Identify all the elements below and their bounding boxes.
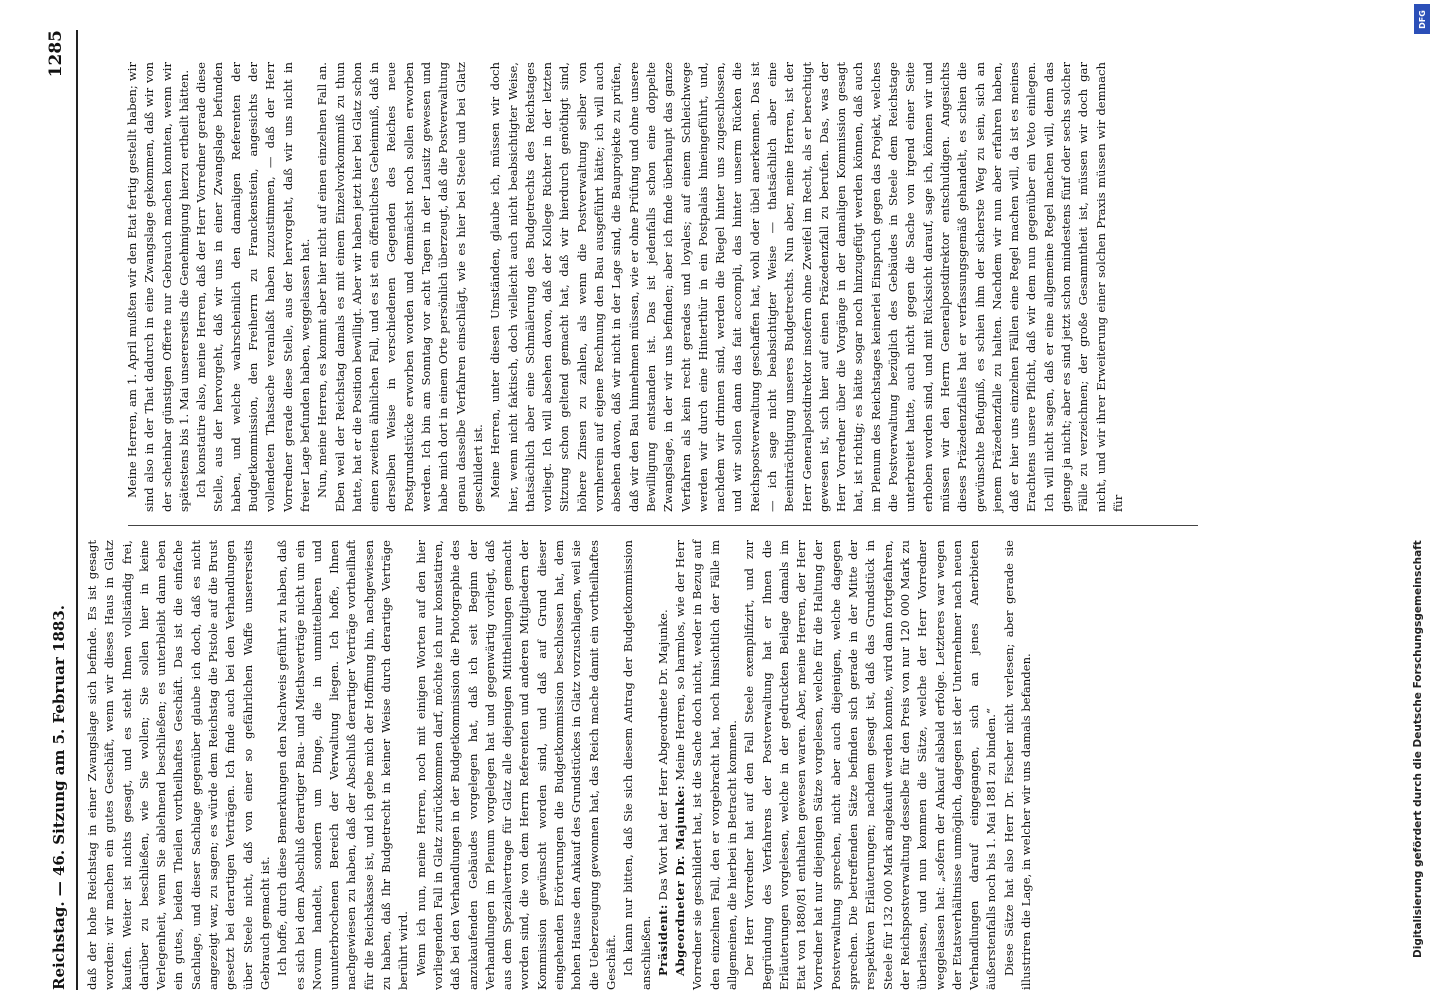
speaker-paragraph	[672, 540, 741, 990]
dfg-logo-text: DFG	[1417, 9, 1427, 29]
page-header	[40, 30, 76, 990]
left-column	[84, 540, 1035, 990]
speaker-paragraph	[655, 540, 672, 990]
header-rule	[76, 30, 78, 990]
speaker-text: Das Wort hat der Herr Abgeordnete Dr. Majunke.	[655, 609, 670, 901]
page-number: 1285	[46, 30, 66, 78]
speaker-text: Meine Herren, so harmlos, wie der Herr Vorredner sie geschildert hat, ist die Sache doch nicht, weder in Bezug auf den einzelnen Fall, den er vorgebracht hat, noch hinsichtlich der Fälle im allgemeinen, die hierbei in Betracht kommen.	[673, 540, 739, 990]
speaker-label: Präsident:	[655, 904, 670, 976]
paragraph: Nun, meine Herren, es kommt aber hier nicht auf einen einzelnen Fall an. Eben weil der Reichstag damals es mit einem Einzelvorkommniß zu thun hatte, hat er die Position bewilligt. Aber wir haben jetzt hier bei Glatz schon einen zweiten ähnlichen Fall, und es ist ein öffentliches Geheimniß, daß in derselben Weise in verschiedenen Gegenden des Reiches neue Postgrundstücke erworben worden und demnächst noch sollen erworben werden. Ich bin am Sonntag vor acht Tagen in der Lausitz gewesen und habe mich dort in einem Orte persönlich überzeugt, daß die Postverwaltung genau dasselbe Verfahren einschlägt, wie es hier bei Steele und bei Glatz geschildert ist.	[315, 62, 485, 512]
running-title: Reichstag. — 46. Sitzung am 5. Februar 1883.	[50, 605, 68, 990]
right-column	[124, 62, 1127, 512]
paragraph: daß der hohe Reichstag in einer Zwangslage sich befinde. Es ist gesagt worden: wir machen ein gutes Geschäft, wenn wir dieses Haus in Glatz kaufen. Weiter ist nichts gesagt, und es steht Ihnen vollständig frei, darüber zu beschließen, wie Sie wollen; Sie sollen hier in keine Verlegenheit, wenn Sie ablehnend beschließen; es unterbleibt dann eben ein gutes, beiden Theilen vortheilhaftes Geschäft. Das ist die einfache Sachlage, und dieser Sachlage gegenüber glaube ich doch, daß es nicht angezeigt war, zu sagen; es würde dem Reichstag die Pistole auf die Brust gesetzt bei derartigen Verträgen. Ich finde auch bei den Verhandlungen über Steele nicht, daß von einer so gefährlichen Waffe unsererseits Gebrauch gemacht ist.	[85, 540, 272, 990]
paragraph: Diese Sätze hat also Herr Dr. Fischer nicht verlesen; aber gerade sie illustriren die Lage, in welcher wir uns damals befanden.	[1001, 540, 1034, 990]
funding-note: Digitalisierung gefördert durch die Deutsche Forschungsgemeinschaft	[1412, 540, 1424, 958]
paragraph: Meine Herren, am 1. April mußten wir den Etat fertig gestellt haben; wir sind also in der That dadurch in eine Zwangslage gekommen, daß wir von der scheinbar günstigen Offerte nur Gebrauch machen konnten, wenn wir spätestens bis 1. Mai unsererseits die Genehmigung hierzu ertheilt hätten.	[125, 62, 191, 512]
paragraph: Wenn ich nun, meine Herren, noch mit einigen Worten auf den hier vorliegenden Fall in Glatz zurückkommen darf, möchte ich nur konstatiren, daß bei den Verhandlungen in der Budgetkommission die Photographie des anzukaufenden Gebäudes vorgelegen hat, daß ich seit Beginn der Verhandlungen im Plenum vorgelegen hat und gegenwärtig vorliegt, daß aus dem Spezialvertrage für Glatz alle diejenigen Mittheilungen gemacht worden sind, die von dem Herrn Referenten und anderen Mitgliedern der Kommission gewünscht worden sind, und daß auf Grund dieser eingehenden Erörterungen die Budgetkommission beschlossen hat, dem hohen Hause den Ankauf des Grundstückes in Glatz vorzuschlagen, weil sie die Ueberzeugung gewonnen hat, das Reich mache damit ein vortheilhaftes Geschäft.	[413, 540, 618, 990]
paragraph: Der Herr Vorredner hat auf den Fall Steele exemplifizirt, und zur Begründung des Verfahrens der Postverwaltung hat er Ihnen die Erläuterungen vorgelesen, welche in der gedruckten Beilage damals im Etat von 1880/81 enthalten gewesen waren. Aber, meine Herren, der Herr Vorredner hat nur diejenigen Sätze vorgelesen, welche für die Haltung der Postverwaltung sprechen, nicht aber auch diejenigen, welche dagegen sprechen. Die betreffenden Sätze befinden sich gerade in der Mitte der respektiven Erläuterungen; nachdem gesagt ist, daß das Grundstück in Steele für 132 000 Mark angekauft werden konnte, wird dann fortgefahren, der Reichspostverwaltung desselbe für den Preis von nur 120 000 Mark zu überlassen, und nun kommen die Sätze, welche der Herr Vorredner weggelassen hat: „sofern der Ankauf alsbald erfolge. Letzteres war wegen der Etatsverhältnisse unmöglich, dagegen ist der Unternehmer nach neuen Verhandlungen darauf eingegangen, sich an jenes Anerbieten äußerstenfalls noch bis 1. Mai 1881 zu binden.“	[742, 540, 999, 990]
column-divider	[128, 525, 1198, 526]
rotated-page	[40, 30, 1350, 990]
paragraph: Ich hoffe, durch diese Bemerkungen den Nachweis geführt zu haben, daß es sich bei dem Abschluß derartiger Bau- und Miethsverträge nicht um ein Novum handelt, sondern um Dinge, die in unmittelbaren und ununterbrochenen Bereich der Verwaltung liegen. Ich hoffe, Ihnen nachgewiesen zu haben, daß der Abschluß derartiger Verträge vortheilhaft für die Reichskasse ist, und ich gebe mich der Hoffnung hin, nachgewiesen zu haben, daß Ihr Budgetrecht in keiner Weise durch derartige Verträge berührt wird.	[275, 540, 411, 990]
speaker-label: Abgeordneter Dr. Majunke:	[673, 784, 688, 976]
dfg-logo	[1414, 4, 1430, 34]
paragraph: Meine Herren, unter diesen Umständen, glaube ich, müssen wir doch hier, wenn nicht faktisch, doch vielleicht auch nicht beabsichtigter Weise, thatsächlich aber eine Schmälerung des Budgetrechts des Reichstages vorliegt. Ich will absehen davon, daß der Kollege Richter in der letzten Sitzung schon geltend gemacht hat, daß wir hierdurch genöthigt sind, höhere Zinsen zu zahlen, als wenn die Postverwaltung selber von vornherein auf eigene Rechnung den Bau ausgeführt hätte; ich will auch absehen davon, daß wir nicht in der Lage sind, die Bauprojekte zu prüfen, daß wir den Bau hinnehmen müssen, wie er ohne Prüfung und ohne unsere Bewilligung entstanden ist. Das ist jedenfalls schon eine doppelte Zwangslage, in der wir uns befinden; aber ich finde überhaupt das ganze Verfahren als kein recht gerades und loyales; auf einem Schleichwege werden wir durch eine Hinterthür in ein Postpalais hineingeführt, und, nachdem wir drinnen sind, werden die Riegel hinter uns zugeschlossen, und wir sollen dann das fait accompli, das hinter unserm Rücken die Reichspostverwaltung geschaffen hat, wohl oder übel anerkennen. Das ist — ich sage nicht beabsichtigter Weise — thatsächlich aber eine Beeinträchtigung unseres Budgetrechts. Nun aber, meine Herren, ist der Herr Generalpostdirektor insofern ohne Zweifel im Recht, als er berechtigt gewesen ist, sich hier auf einen Präzedenzfall zu berufen. Das, was der Herr Vorredner über die Vorgänge in der damaligen Kommission gesagt hat, ist richtig; es hätte sogar noch hinzugefügt werden können, daß auch im Plenum des Reichstages keinerlei Einspruch gegen das Projekt, welches die Postverwaltung bezüglich des Gebäudes in Steele dem Reichstage unterbreitet hatte, auch nicht gegen die Sache von irgend einer Seite erhoben worden sind, und mit Rücksicht darauf, sage ich, können wir und müssen wir den Herrn Generalpostdirektor entschuldigen. Angesichts dieses Präzedenzfalles hat er verfassungsgemäß gehandelt, es schien die gewünschte Befugniß, es schien ihm der sicherste Weg zu sein, sich an jenem Präzedenzfalle zu halten. Nachdem wir nun aber erfahren haben, daß er hier uns einzelnen Fällen eine Regel machen will, da ist es meines Erachtens unsere Pflicht, daß wir dem nun gegenüber ein Veto einlegen. Ich will nicht sagen, daß er eine allgemeine Regel machen will, denn das gienge ja nicht; aber es sind jetzt schon mindestens fünf oder sechs solcher Fälle zu verzeichnen; der große Gesammtheit ist, müssen wir doch gar nicht, und wir ihrer Erweiterung einer solchen Praxis müssen wir demnach für	[488, 62, 1125, 512]
paragraph: Ich konstatire also, meine Herren, daß der Herr Vorredner gerade diese Stelle, aus der hervorgeht, daß wir uns in einer Zwangslage befunden haben, und welche wahrscheinlich den damaligen Referenten der Budgetkommission, den Freiherrn zu Franckenstein, angesichts der vollendeten Thatsache veranlaßt haben zuzustimmen, — daß der Herr Vorredner gerade diese Stelle, aus der hervorgeht, daß wir uns nicht in freier Lage befunden haben, weggelassen hat.	[194, 62, 312, 512]
paragraph: Ich kann nur bitten, daß Sie sich diesem Antrag der Budgetkommission anschließen.	[621, 540, 653, 990]
